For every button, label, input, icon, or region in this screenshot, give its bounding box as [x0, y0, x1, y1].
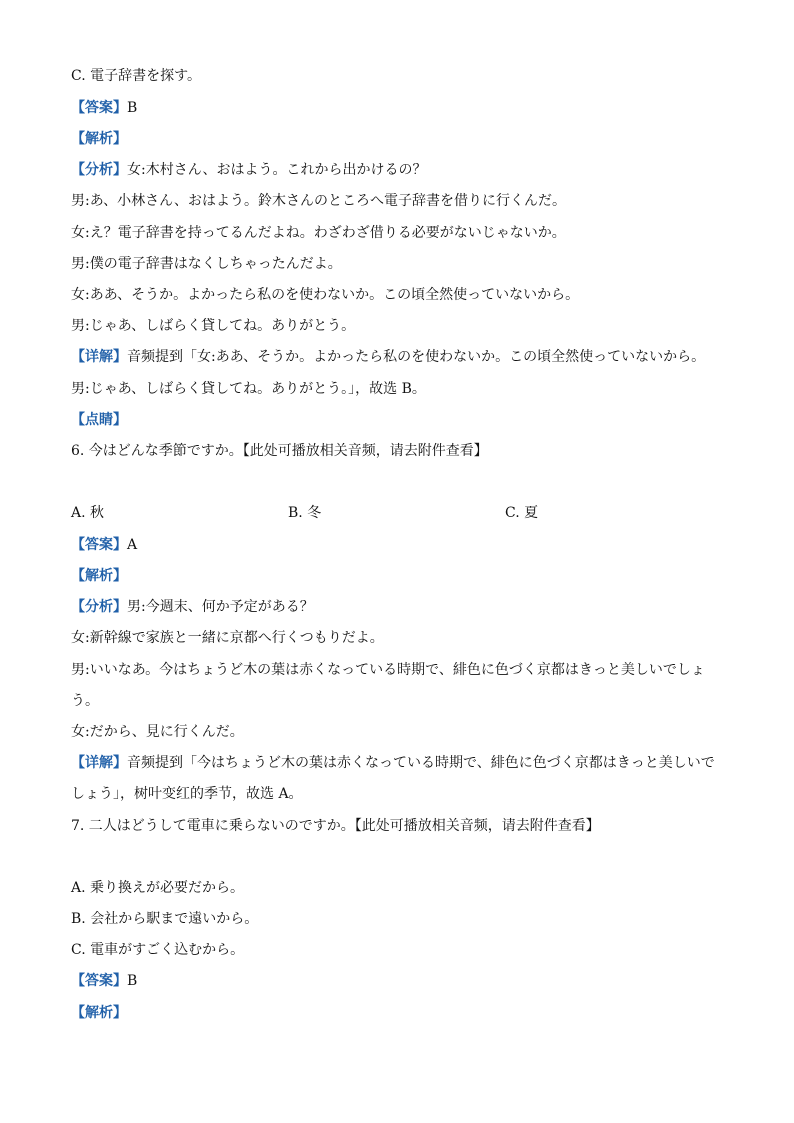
- q5-detail-line: [71, 347, 705, 367]
- q6-analysis-tag: 【解析】: [71, 568, 127, 584]
- fenxi-tag: 【分析】: [71, 599, 127, 615]
- answer-tag: 【答案】: [71, 537, 127, 553]
- q6-dialogue-line: う。: [71, 693, 99, 709]
- q6-option-b: B. 冬: [288, 505, 322, 521]
- q5-detail-text: 音频提到「女:ああ、そうか。よかったら私のを使わないか。この頃全然使っていないから。: [127, 349, 706, 365]
- q5-dialogue-line: 女:え？電子辞書を持ってるんだよね。わざわざ借りる必要がないじゃないか。: [71, 225, 566, 241]
- q5-detail-text-cont: 男:じゃあ、しばらく貸してね。ありがとう。」，故选 B。: [71, 381, 426, 397]
- q7-option-c: C. 電車がすごく込むから。: [71, 942, 245, 958]
- q5-dialogue-line: 男:僕の電子辞書はなくしちゃったんだよ。: [71, 256, 342, 272]
- q6-fenxi-line: [71, 597, 314, 617]
- q5-dialogue-line: 男:あ、小林さん、おはよう。鈴木さんのところへ電子辞書を借りに行くんだ。: [71, 193, 566, 209]
- answer-tag: 【答案】: [71, 100, 127, 116]
- q6-answer: A: [127, 537, 138, 553]
- q6-dialogue-line: 男:今週末、何か予定がある？: [127, 599, 314, 615]
- fenxi-tag: 【分析】: [71, 162, 127, 178]
- q7-option-a: A. 乗り換えが必要だから。: [71, 880, 245, 896]
- detail-tag: 【详解】: [71, 349, 127, 365]
- q7-analysis-tag: 【解析】: [71, 1005, 127, 1021]
- q6-dialogue-line: 女:だから、見に行くんだ。: [71, 724, 244, 740]
- q7-option-b: B. 会社から駅まで遠いから。: [71, 911, 259, 927]
- q5-answer-line: [71, 98, 137, 118]
- q6-dialogue-line: 男:いいなあ。今はちょうど木の葉は赤くなっている時期で、緋色に色づく京都はきっと美しいでしょ: [71, 662, 705, 678]
- q6-dialogue-line: 女:新幹線で家族と一緒に京都へ行くつもりだよ。: [71, 630, 384, 646]
- q6-detail-text-cont: しょう」，树叶变红的季节，故选 A。: [71, 786, 303, 802]
- q5-dianjing-tag: 【点睛】: [71, 412, 127, 428]
- q6-detail-text: 音频提到「今はちょうど木の葉は赤くなっている時期で、緋色に色づく京都はきっと美しいで: [127, 755, 715, 771]
- q5-dialogue-line: 男:じゃあ、しばらく貸してね。ありがとう。: [71, 318, 356, 334]
- detail-tag: 【详解】: [71, 755, 127, 771]
- q6-option-a: A. 秋: [71, 505, 105, 521]
- q5-analysis-tag: 【解析】: [71, 131, 127, 147]
- q5-dialogue-line: 女:木村さん、おはよう。これから出かけるの？: [127, 162, 427, 178]
- q6-question: 6. 今はどんな季節ですか。【此处可播放相关音频，请去附件查看】: [71, 443, 488, 459]
- q7-answer: B: [127, 973, 138, 989]
- q6-detail-line: [71, 753, 715, 773]
- q5-answer: B: [127, 100, 138, 116]
- q7-answer-line: [71, 971, 137, 991]
- q5-fenxi-line: [71, 160, 427, 180]
- q6-option-c: C. 夏: [505, 505, 539, 521]
- q5-dialogue-line: 女:ああ、そうか。よかったら私のを使わないか。この頃全然使っていないから。: [71, 287, 580, 303]
- answer-tag: 【答案】: [71, 973, 127, 989]
- q5-option-c: C. 電子辞書を探す。: [71, 68, 201, 84]
- q7-question: 7. 二人はどうして電車に乗らないのですか。【此处可播放相关音频，请去附件查看】: [71, 818, 600, 834]
- q6-answer-line: [71, 535, 137, 555]
